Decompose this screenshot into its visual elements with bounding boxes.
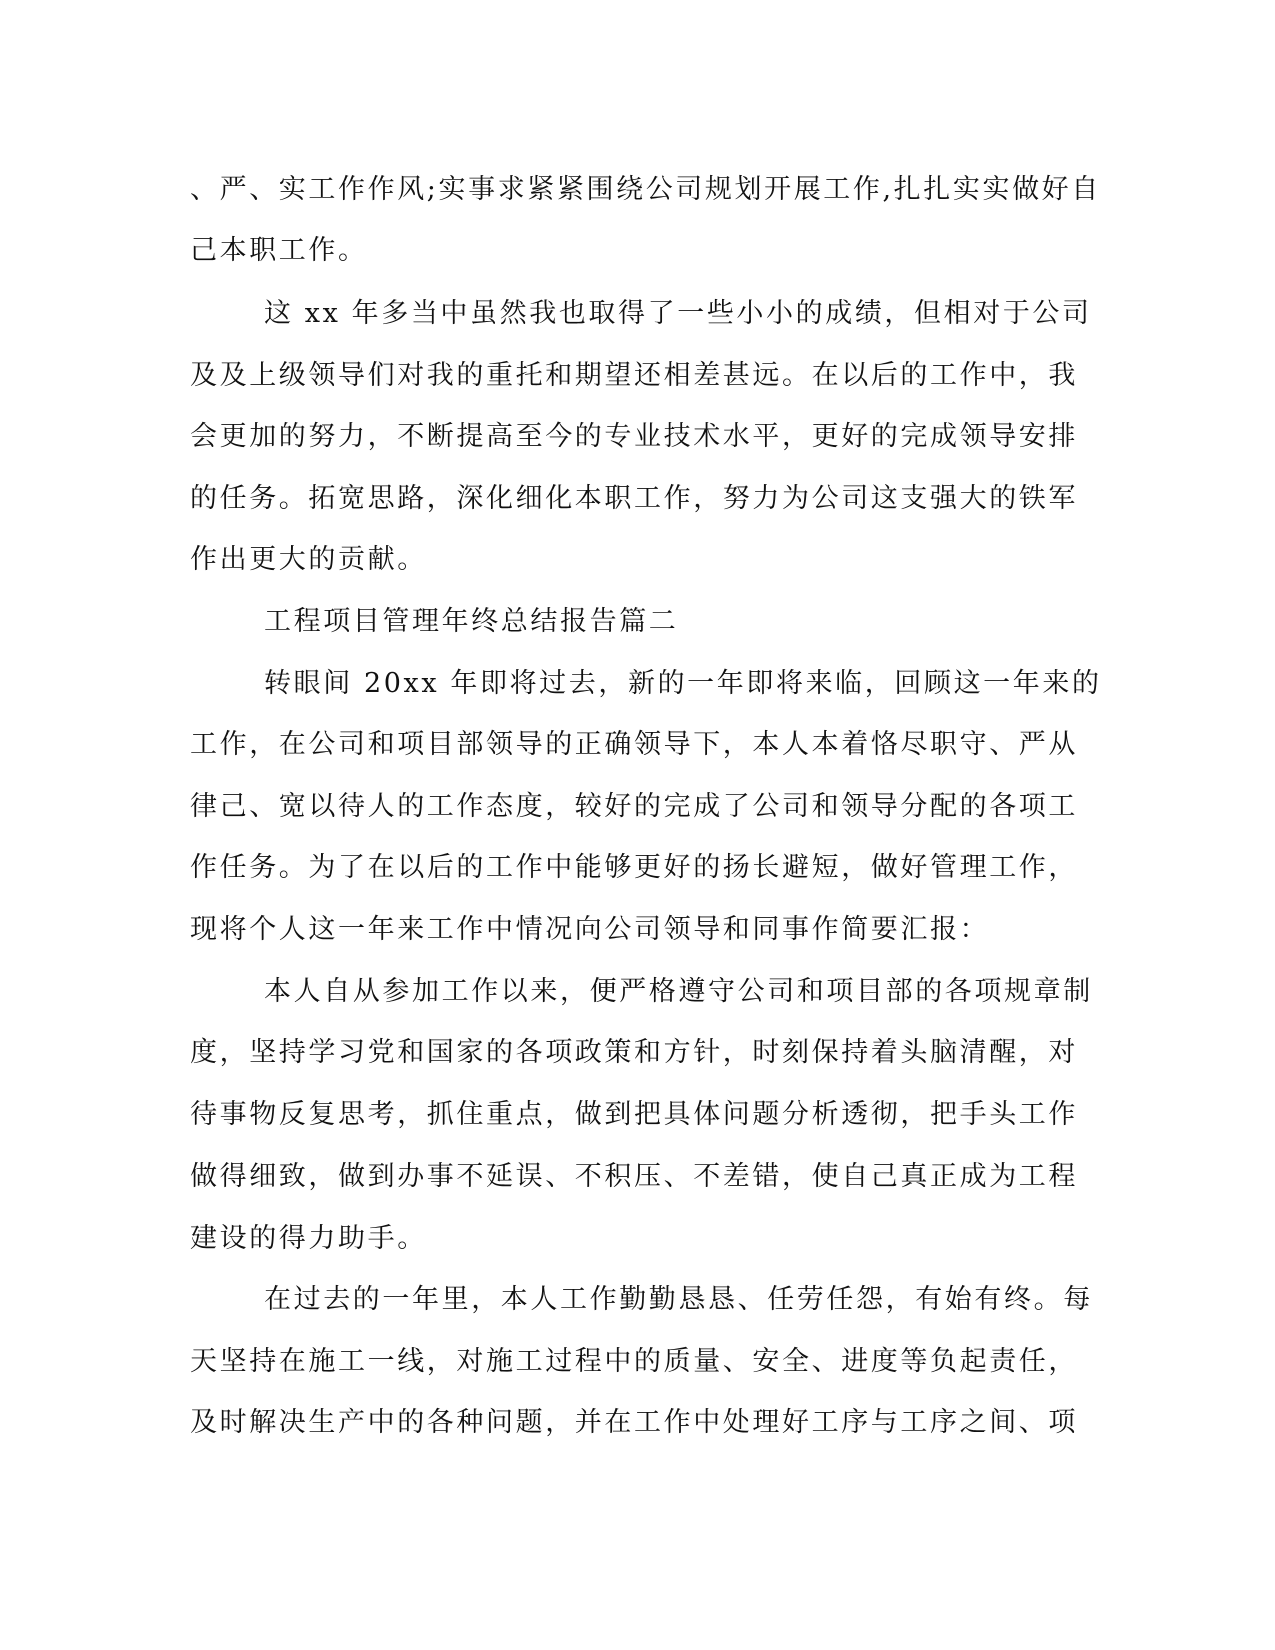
- section-heading: 工程项目管理年终总结报告篇二: [264, 606, 679, 637]
- paragraph-line: 作任务。为了在以后的工作中能够更好的扬长避短，做好管理工作，: [190, 852, 1078, 883]
- paragraph-line: 及及上级领导们对我的重托和期望还相差甚远。在以后的工作中，我: [190, 360, 1078, 391]
- paragraph-line: 作出更大的贡献。: [190, 544, 427, 575]
- paragraph-line: 己本职工作。: [190, 235, 368, 266]
- paragraph-line: 转眼间 20xx 年即将过去，新的一年即将来临，回顾这一年来的: [264, 668, 1102, 699]
- paragraph-line: 天坚持在施工一线，对施工过程中的质量、安全、进度等负起责任，: [190, 1346, 1078, 1377]
- paragraph-line: 、严、实工作作风;实事求紧紧围绕公司规划开展工作,扎扎实实做好自: [190, 174, 1101, 205]
- paragraph-line: 及时解决生产中的各种问题，并在工作中处理好工序与工序之间、项: [190, 1407, 1078, 1438]
- paragraph-line: 待事物反复思考，抓住重点，做到把具体问题分析透彻，把手头工作: [190, 1099, 1078, 1130]
- paragraph-line: 做得细致，做到办事不延误、不积压、不差错，使自己真正成为工程: [190, 1161, 1078, 1192]
- paragraph-line: 的任务。拓宽思路，深化细化本职工作，努力为公司这支强大的铁军: [190, 483, 1078, 514]
- paragraph-line: 建设的得力助手。: [190, 1223, 427, 1254]
- paragraph-line: 这 xx 年多当中虽然我也取得了一些小小的成绩，但相对于公司: [264, 298, 1092, 329]
- paragraph-line: 会更加的努力，不断提高至今的专业技术水平，更好的完成领导安排: [190, 421, 1078, 452]
- paragraph-line: 在过去的一年里，本人工作勤勤恳恳、任劳任怨，有始有终。每: [264, 1284, 1093, 1315]
- paragraph-line: 律己、宽以待人的工作态度，较好的完成了公司和领导分配的各项工: [190, 791, 1078, 822]
- paragraph-line: 度，坚持学习党和国家的各项政策和方针，时刻保持着头脑清醒，对: [190, 1037, 1078, 1068]
- paragraph-line: 本人自从参加工作以来，便严格遵守公司和项目部的各项规章制: [264, 976, 1093, 1007]
- paragraph-line: 现将个人这一年来工作中情况向公司领导和同事作简要汇报：: [190, 914, 990, 945]
- paragraph-line: 工作，在公司和项目部领导的正确领导下，本人本着恪尽职守、严从: [190, 729, 1078, 760]
